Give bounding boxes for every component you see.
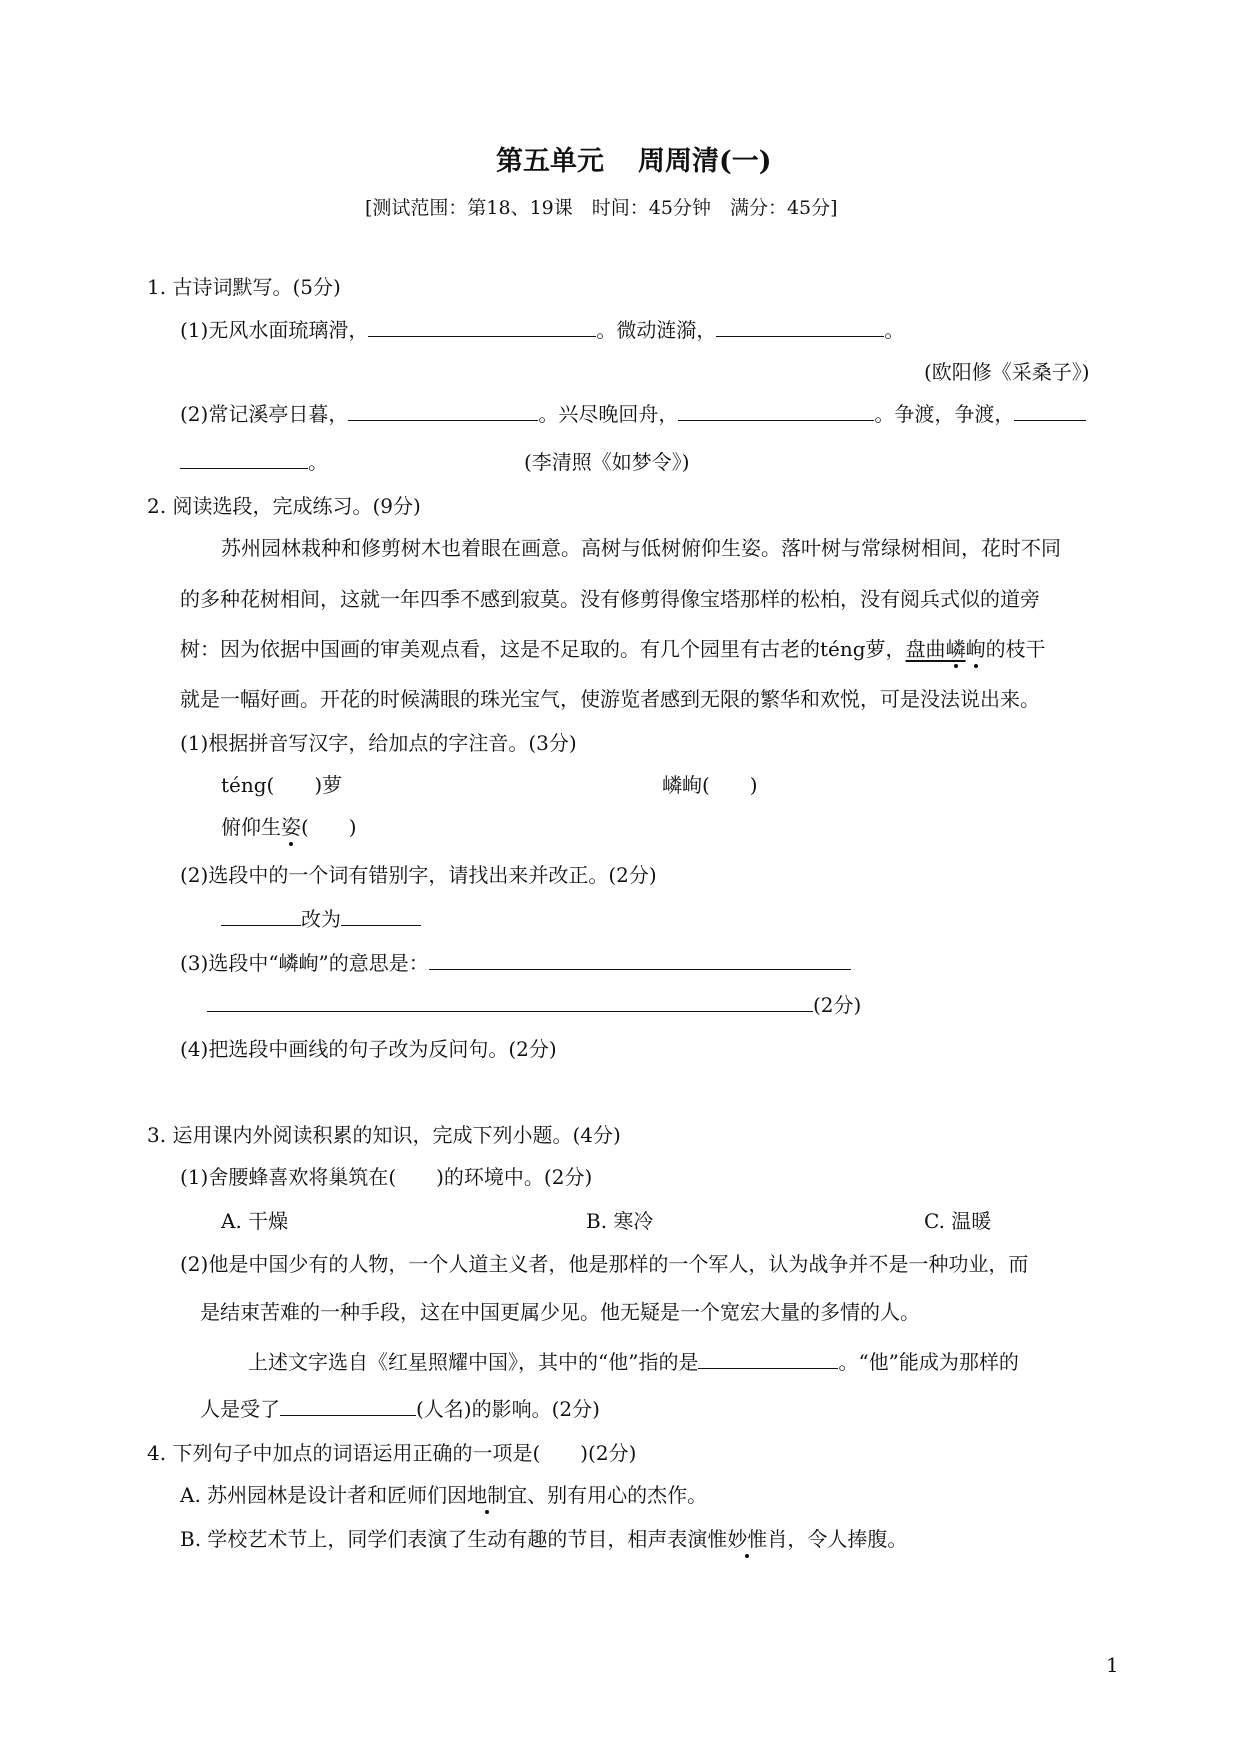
q3-option-b[interactable]: B. 寒冷 bbox=[586, 1209, 654, 1233]
q1-part1: (1)无风水面琉璃滑， 。微动涟漪， 。 bbox=[180, 318, 905, 342]
dotted-term: 惟妙惟肖 bbox=[707, 1527, 788, 1551]
q2-sub1-heading: (1)根据拼音写汉字，给加点的字注音。(3分) bbox=[180, 731, 577, 755]
q2-sub1-item-b[interactable]: 嶙峋( ) bbox=[662, 773, 758, 797]
q3-blank-person[interactable] bbox=[698, 1367, 838, 1369]
q3-sub2-line-4: 人是受了 (人名)的影响。(2分) bbox=[200, 1397, 600, 1421]
q1-part2-cont: 。 bbox=[180, 452, 328, 472]
underlined-phrase: 盘曲嶙 bbox=[905, 637, 966, 661]
page-number: 1 bbox=[1106, 1653, 1119, 1677]
q2-sub4-heading: (4)把选段中画线的句子改为反问句。(2分) bbox=[180, 1037, 557, 1061]
dotted-char: 姿 bbox=[281, 815, 301, 839]
q2-blank-meaning-1[interactable] bbox=[429, 968, 851, 970]
q4-option-b[interactable]: B. 学校艺术节上，同学们表演了生动有趣的节目，相声表演惟妙惟肖，令人捧腹。 bbox=[180, 1527, 908, 1551]
q3-sub2-line-3: 上述文字选自《红星照耀中国》，其中的“他”指的是 。“他”能成为那样的 bbox=[248, 1350, 1019, 1374]
q2-passage-line-2: 的多种花树相间，这就一年四季不感到寂莫。没有修剪得像宝塔那样的松柏，没有阅兵式似的道旁 bbox=[180, 587, 1040, 611]
q2-blank-wrong-word[interactable] bbox=[221, 924, 301, 926]
q1-blank-4[interactable] bbox=[678, 419, 874, 421]
q1-part2-source: (李清照《如梦令》) bbox=[524, 450, 690, 474]
q1-blank-5a[interactable] bbox=[1014, 419, 1086, 421]
q1-heading: 1. 古诗词默写。(5分) bbox=[147, 275, 341, 299]
dotted-term: 因地制宜 bbox=[447, 1483, 528, 1507]
q1-blank-2[interactable] bbox=[716, 335, 884, 337]
q2-passage-line-1: 苏州园林栽种和修剪树木也着眼在画意。高树与低树俯仰生姿。落叶树与常绿树相间，花时不同 bbox=[221, 536, 1061, 560]
q3-option-a[interactable]: A. 干燥 bbox=[221, 1209, 289, 1233]
q3-sub2-line-2: 是结束苦难的一种手段，这在中国更属少见。他无疑是一个宽宏大量的多情的人。 bbox=[200, 1300, 920, 1324]
title-quiz: 周周清(一) bbox=[638, 146, 772, 177]
q2-sub3-heading: (3)选段中“嶙峋”的意思是： bbox=[180, 953, 851, 973]
q3-heading: 3. 运用课内外阅读积累的知识，完成下列小题。(4分) bbox=[147, 1123, 621, 1147]
q2-heading: 2. 阅读选段，完成练习。(9分) bbox=[147, 494, 421, 518]
dotted-char: 峋 bbox=[965, 637, 986, 661]
q2-blank-meaning-2[interactable] bbox=[207, 1010, 813, 1012]
q2-sub2-answer: 改为 bbox=[221, 909, 421, 929]
q1-blank-3[interactable] bbox=[348, 419, 538, 421]
q2-sub3-cont: (2分) bbox=[207, 995, 861, 1015]
q1-blank-1[interactable] bbox=[368, 335, 596, 337]
q2-passage-line-4: 就是一幅好画。开花的时候满眼的珠光宝气，使游览者感到无限的繁华和欢悦，可是没法说出来。 bbox=[180, 687, 1040, 711]
title-unit: 第五单元 bbox=[496, 146, 604, 177]
dotted-char: 嶙 bbox=[945, 637, 966, 661]
q2-sub2-heading: (2)选段中的一个词有错别字，请找出来并改正。(2分) bbox=[180, 863, 657, 887]
q4-heading: 4. 下列句子中加点的词语运用正确的一项是( )(2分) bbox=[147, 1441, 637, 1465]
q1-part2: (2)常记溪亭日暮， 。兴尽晚回舟， 。争渡，争渡， bbox=[180, 404, 1086, 424]
q3-blank-influence[interactable] bbox=[280, 1414, 416, 1416]
q1-blank-5b[interactable] bbox=[180, 467, 308, 469]
q2-sub1-item-a[interactable]: téng( )萝 bbox=[221, 773, 343, 797]
q3-sub2-line-1: (2)他是中国少有的人物，一个人道主义者，他是那样的一个军人，认为战争并不是一种功业，而 bbox=[180, 1252, 1029, 1276]
q2-sub1-item-c[interactable]: 俯仰生姿( ) bbox=[221, 815, 357, 839]
q2-passage-line-3: 树：因为依据中国画的审美观点看，这是不足取的。有几个园里有古老的téng萝，盘曲嶙峋的枝干 bbox=[180, 637, 1046, 661]
q2-blank-correct-word[interactable] bbox=[341, 924, 421, 926]
page-title bbox=[496, 148, 772, 175]
q3-sub1-heading: (1)舍腰蜂喜欢将巢筑在( )的环境中。(2分) bbox=[180, 1165, 593, 1189]
q3-option-c[interactable]: C. 温暖 bbox=[924, 1209, 992, 1233]
q1-part1-source: (欧阳修《采桑子》) bbox=[924, 360, 1090, 384]
page-subtitle: [测试范围：第18、19课 时间：45分钟 满分：45分] bbox=[365, 197, 838, 219]
q4-option-a[interactable]: A. 苏州园林是设计者和匠师们因地制宜、别有用心的杰作。 bbox=[180, 1483, 708, 1507]
